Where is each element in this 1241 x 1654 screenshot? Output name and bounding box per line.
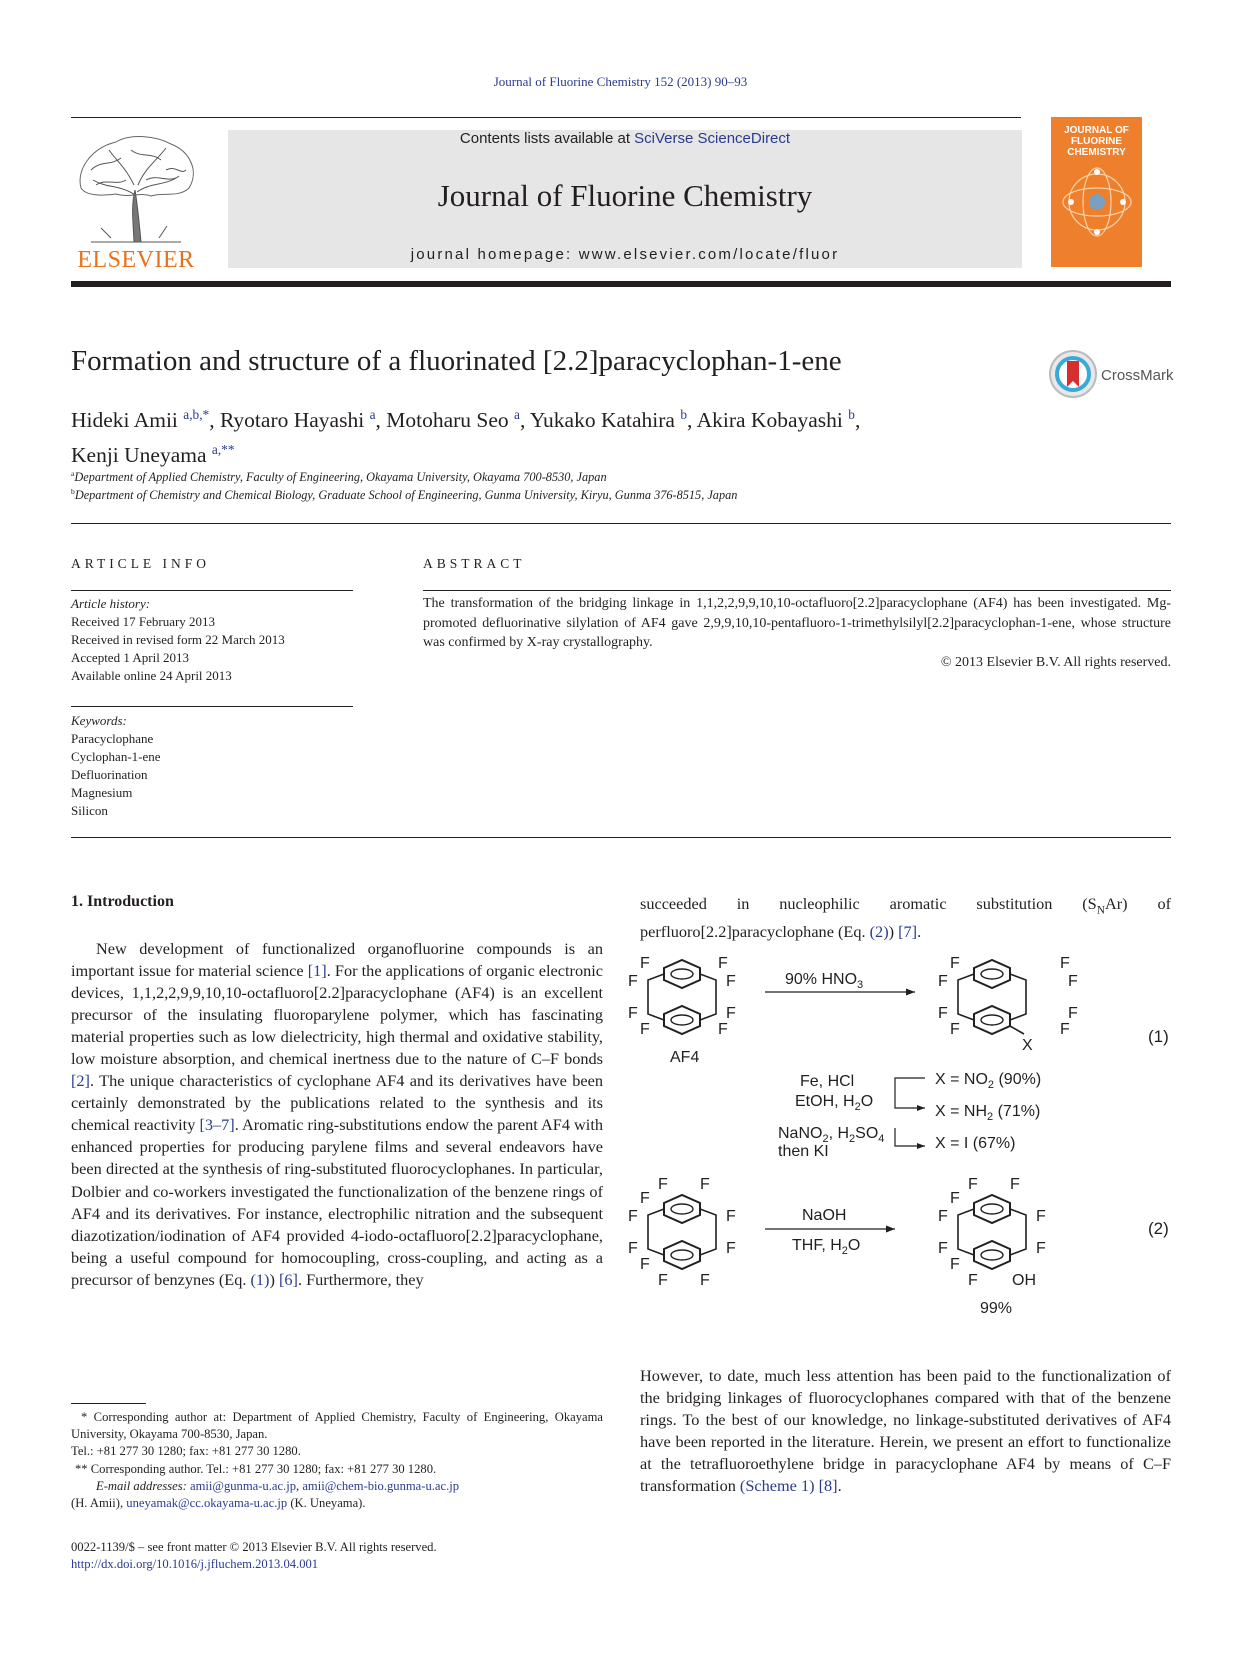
footnote-corresponding-2: ** Corresponding author. Tel.: +81 277 30 1280; fax: +81 277 30 1280. — [75, 1461, 437, 1476]
issn-line — [71, 1539, 437, 1573]
citation-link[interactable]: [2] — [71, 1071, 90, 1091]
journal-cover-image[interactable] — [1051, 117, 1142, 267]
author-list: Hideki Amii $^{a,b,*}$, Ryotaro Hayashi $^a$, Motoharu Seo $^a$, Yukako Katahira $^b$, Akira Kobayashi $^b$, Kenji Uneyama $^{a,**}$ — [71, 407, 861, 468]
product-iodo: X = I (67%) — [935, 1135, 1016, 1152]
arrowhead-icon — [906, 989, 915, 996]
subscript: N — [1096, 904, 1105, 917]
text-run: Ar) of perfluoro[2.2]paracyclophane (Eq. — [640, 894, 1172, 942]
text-run: ) — [888, 922, 899, 942]
atom-label: F — [718, 955, 728, 972]
article-title: Formation and structure of a fluorinated [2.2]paracyclophan-1-ene — [71, 345, 842, 377]
journal-banner — [228, 130, 1022, 268]
email-owner: (K. Uneyama). — [287, 1496, 366, 1511]
text-run: . Furthermore, they — [297, 1269, 424, 1289]
affiliation-mark: b — [71, 487, 75, 496]
condition-fe-hcl: Fe, HCl — [800, 1073, 855, 1090]
atom-label: F — [726, 1208, 736, 1225]
text-run: . For the applications of organic electronic devices, 1,1,2,2,9,9,10,10-octafluoro[2.2]paracyclophane (AF4) is an excellent precursor of the insulating fluoroparylene polymer, which has fascinating material properties such as low dielectricity, high thermal and oxidative stability, low moisture absorption, and chemical inertness due to the nature of C–F bonds — [71, 961, 603, 1069]
atom-label: F — [628, 973, 638, 990]
footnote-tel-1: Tel.: +81 277 30 1280; fax: +81 277 30 1280. — [71, 1444, 301, 1459]
atom-label: F — [950, 1190, 960, 1207]
affiliation-mark: a — [71, 469, 75, 478]
atom-label: F — [628, 1208, 638, 1225]
atom-label: F — [1060, 1021, 1070, 1038]
atom-label: F — [640, 1021, 650, 1038]
paragraph-snar — [640, 893, 1171, 943]
citation-link[interactable]: [1] — [307, 961, 327, 981]
hydroxyl-label: OH — [1012, 1272, 1036, 1289]
author-name[interactable]: Akira Kobayashi — [696, 408, 843, 433]
atom-label: F — [938, 1240, 948, 1257]
author-affiliation-marker[interactable]: a — [369, 407, 376, 422]
atom-label: F — [938, 1208, 948, 1225]
email-link[interactable]: amii@chem-bio.gunma-u.ac.jp — [302, 1478, 460, 1493]
author-affiliation-marker[interactable]: a — [514, 407, 520, 422]
author-name[interactable]: Yukako Katahira — [529, 408, 675, 433]
author-name[interactable]: Ryotaro Hayashi — [219, 408, 365, 433]
af4-structure — [628, 955, 736, 1066]
history-accepted: Accepted 1 April 2013 — [71, 650, 190, 665]
text-run: ) — [269, 1269, 279, 1289]
atom-label: F — [726, 973, 736, 990]
reagent-hno3: 90% $HNO_3$ — [785, 971, 864, 991]
product-nh2: $X = NH_2$ (71%) — [935, 1103, 1041, 1123]
citation-link[interactable]: (2) — [869, 922, 889, 942]
cover-atom-graphic — [1051, 157, 1142, 257]
affiliation-b — [71, 487, 737, 503]
history-online: Available online 24 April 2013 — [71, 668, 232, 683]
author-affiliation-marker[interactable]: b — [680, 407, 688, 422]
text-run: . The unique characteristics of cyclophane AF4 and its derivatives have been certainly demonstrated by the publications related to the synthesis and its chemical reactivity — [71, 1071, 603, 1135]
email-owner: (H. Amii), — [71, 1496, 127, 1511]
author-affiliation-marker[interactable]: b — [848, 407, 855, 422]
atom-label: F — [938, 973, 948, 990]
intro-paragraph — [71, 938, 603, 1291]
atom-label: F — [628, 1005, 638, 1022]
abstract-rule — [423, 590, 1171, 591]
keyword-item: Defluorination — [71, 767, 148, 782]
citation-link[interactable]: (Scheme 1) — [739, 1476, 815, 1496]
paragraph-bridging — [640, 1365, 1171, 1498]
keyword-item: Silicon — [71, 803, 108, 818]
atom-label: F — [726, 1005, 736, 1022]
section-heading-introduction: 1. Introduction — [71, 893, 174, 910]
author-affiliation-marker[interactable]: a,b,* — [183, 407, 210, 422]
text-run: . — [917, 922, 922, 942]
keywords-label: Keywords: — [71, 713, 127, 728]
header-rule — [71, 117, 1021, 118]
footnote-email-owners — [71, 1495, 603, 1512]
citation-link[interactable]: [3–7] — [199, 1115, 235, 1135]
footnote-rule — [71, 1403, 146, 1404]
atom-label: F — [700, 1272, 710, 1289]
author-name[interactable]: Hideki Amii — [71, 408, 178, 433]
email-link[interactable]: amii@gunma-u.ac.jp — [189, 1478, 297, 1493]
keywords-rule — [71, 706, 353, 707]
info-rule — [71, 590, 353, 591]
history-label: Article history: — [71, 596, 151, 611]
abstract-copyright: © 2013 Elsevier B.V. All rights reserved. — [940, 655, 1171, 670]
perfluoro-cyclophane-structure — [628, 1176, 736, 1289]
condition-ki: then KI — [778, 1143, 829, 1160]
text-run: . — [837, 1476, 842, 1496]
atom-label: F — [938, 1005, 948, 1022]
affiliation-a — [71, 469, 607, 485]
text-run: succeeded in nucleophilic aromatic substitution (S — [640, 894, 1097, 913]
atom-label: F — [968, 1176, 978, 1193]
arrowhead-icon — [917, 1105, 925, 1149]
atom-label: F — [640, 1256, 650, 1273]
nitro-product-structure — [938, 955, 1078, 1054]
product-no2: $X = NO_2$ (90%) — [935, 1071, 1042, 1091]
reagent-thf-h2o: THF, $H_2O$ — [792, 1237, 861, 1257]
yield-label: 99% — [980, 1300, 1013, 1317]
citation-link[interactable]: [6] — [278, 1269, 298, 1289]
keyword-item: Magnesium — [71, 785, 133, 800]
email-label: E-mail addresses: — [96, 1478, 190, 1493]
abstract-heading: ABSTRACT — [423, 556, 526, 571]
atom-label-x: X — [1022, 1037, 1033, 1054]
atom-label: F — [726, 1240, 736, 1257]
affiliation-text: Department of Chemistry and Chemical Biology, Graduate School of Engineering, Gunma University, Kiryu, Gunma 376-8515, Japan — [74, 488, 738, 503]
condition-etoh-h2o: EtOH, $H_2O$ — [795, 1093, 874, 1113]
atom-label: F — [628, 1240, 638, 1257]
atom-label: F — [640, 1190, 650, 1207]
atom-label: F — [1068, 1005, 1078, 1022]
atom-label: F — [1068, 973, 1078, 990]
author-affiliation-marker[interactable]: a,** — [211, 442, 235, 458]
atom-label: F — [950, 1021, 960, 1038]
history-received: Received 17 February 2013 — [71, 614, 216, 629]
atom-label: F — [658, 1272, 668, 1289]
cover-title: JOURNAL OF FLUORINE CHEMISTRY — [1064, 125, 1129, 158]
reaction-equations — [628, 955, 1180, 1348]
phenol-product-structure — [938, 1176, 1046, 1317]
atom-label: F — [1060, 955, 1070, 972]
af4-label: AF4 — [670, 1049, 700, 1066]
condition-nano2-h2so4: NaNO$_2$, $H_2SO_4$ — [778, 1125, 885, 1145]
author-name[interactable]: Kenji Uneyama — [71, 443, 207, 468]
keyword-item: Paracyclophane — [71, 731, 154, 746]
citation-link[interactable]: [8] — [818, 1476, 838, 1496]
condition-brackets — [895, 1078, 925, 1146]
atom-label: F — [950, 955, 960, 972]
keyword-item: Cyclophan-1-ene — [71, 749, 161, 764]
reagent-naoh: NaOH — [802, 1207, 847, 1224]
author-name[interactable]: Motoharu Seo — [386, 408, 509, 433]
atom-label: F — [640, 955, 650, 972]
atom-label: F — [718, 1021, 728, 1038]
atom-label: F — [1036, 1240, 1046, 1257]
contents-prefix: Contents lists available at — [459, 130, 635, 147]
equation-label-2: (2) — [1148, 1219, 1169, 1238]
crossmark-icon[interactable] — [1048, 349, 1098, 399]
crossmark-label[interactable]: CrossMark — [1101, 367, 1174, 384]
email-link[interactable]: uneyamak@cc.okayama-u.ac.jp — [126, 1496, 288, 1511]
sciencedirect-link[interactable]: SciVerse ScienceDirect — [634, 130, 791, 147]
body-rule — [71, 837, 1171, 838]
header-thick-rule — [71, 281, 1171, 287]
footnote-emails: E-mail addresses: amii@gunma-u.ac.jp, amii@chem-bio.gunma-u.ac.jp — [96, 1478, 460, 1493]
journal-homepage[interactable]: journal homepage: www.elsevier.com/locate/fluor — [410, 246, 840, 263]
article-info-heading: ARTICLE INFO — [71, 556, 211, 571]
affiliation-rule — [71, 523, 1171, 524]
history-revised: Received in revised form 22 March 2013 — [71, 632, 285, 647]
journal-title: Journal of Fluorine Chemistry — [437, 178, 813, 213]
text-run: . Aromatic ring-substitutions endow the parent AF4 with enhanced properties for producing parylene films and several endeavors have been directed at the synthesis of ring-substituted fluorocyclophanes. In particular, Dolbier and co-workers investigated the functionalization of the benzene rings of AF4 and its derivatives. For instance, electrophilic nitration and the subsequent diazotization/iodination of AF4 provided 4-iodo-octafluoro[2.2]paracyclophane, being a useful compound for homocoupling, cross-coupling, and acting as a precursor of benzynes (Eq. — [71, 1115, 603, 1289]
atom-label: F — [1010, 1176, 1020, 1193]
arrowhead-icon — [886, 1226, 895, 1233]
citation-link[interactable]: (1) — [250, 1269, 270, 1289]
equation-label-1: (1) — [1148, 1027, 1169, 1046]
atom-label: F — [700, 1176, 710, 1193]
elsevier-wordmark: ELSEVIER — [77, 247, 195, 273]
doi-link[interactable]: http://dx.doi.org/10.1016/j.jfluchem.2013.04.001 — [71, 1557, 319, 1571]
footnote-corresponding-1: * Corresponding author at: Department of Applied Chemistry, Faculty of Engineering, Okayama University, Okayama 700-8530, Japan. — [71, 1410, 603, 1442]
front-matter-copyright: 0022-1139/$ – see front matter © 2013 Elsevier B.V. All rights reserved. — [71, 1540, 437, 1554]
atom-label: F — [1036, 1208, 1046, 1225]
atom-label: F — [658, 1176, 668, 1193]
atom-label: F — [950, 1256, 960, 1273]
text-run: However, to date, much less attention has been paid to the functionalization of the bridging linkages of fluorocyclophanes compared with that of the benzene rings. To the best of our knowledge, no linkage-substituted derivatives of AF4 have been reported in the literature. Herein, we present an effort to functionalize at the tetrafluoroethylene bridge in paracyclophane AF4 by means of C–F transformation — [640, 1366, 1171, 1496]
contents-line — [228, 130, 1022, 147]
atom-label: F — [968, 1272, 978, 1289]
affiliation-text: Department of Applied Chemistry, Faculty of Engineering, Okayama University, Okayama 700-8530, Japan — [74, 470, 607, 485]
journal-citation[interactable]: Journal of Fluorine Chemistry 152 (2013) 90–93 — [493, 74, 748, 89]
citation-link[interactable]: [7] — [898, 922, 918, 942]
abstract-text: The transformation of the bridging linkage in 1,1,2,2,9,9,10,10-octafluoro[2.2]paracyclophane (AF4) has been investigated. Mg-promoted defluorinative silylation of AF4 gave 2,9,9,10,10-pentafluoro-1-trimethylsilyl[2.2]paracyclophan-1-ene, whose structure was confirmed by X-ray crystallography. — [423, 596, 1171, 650]
text-run: New development of functionalized organofluorine compounds is an important issue for material science — [71, 939, 603, 981]
footnotes — [71, 1409, 603, 1512]
